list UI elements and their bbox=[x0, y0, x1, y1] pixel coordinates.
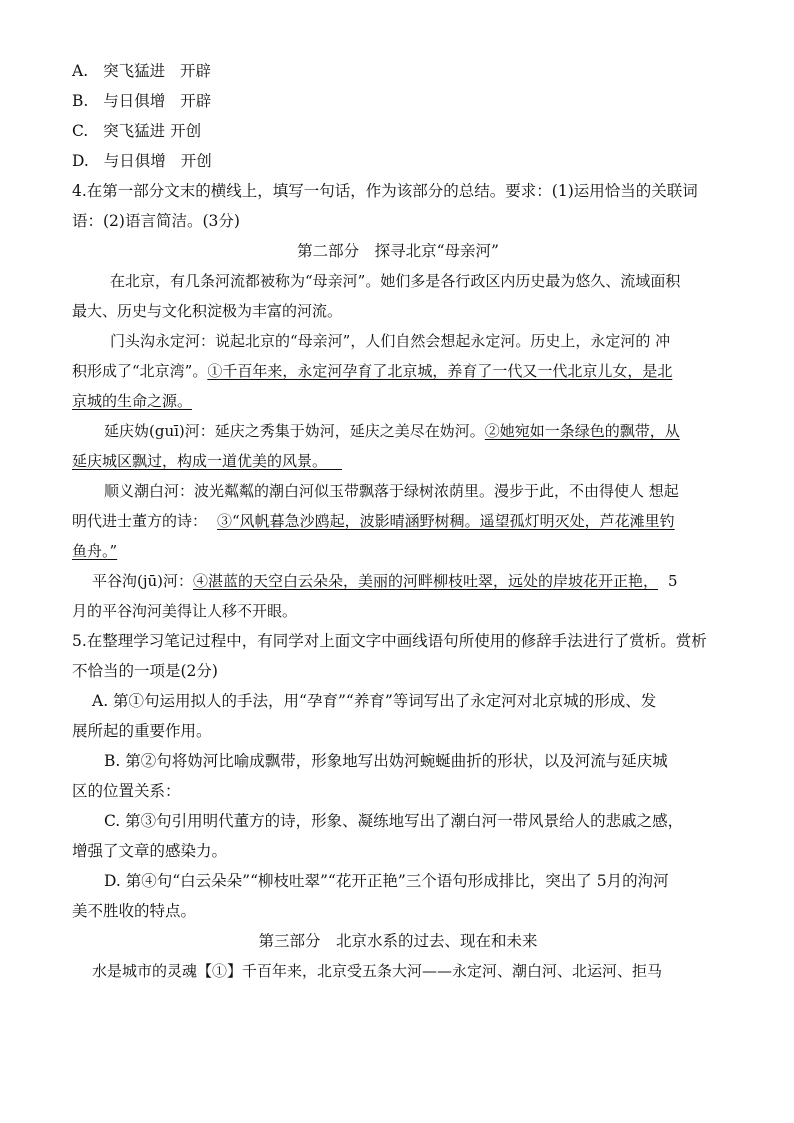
section-2-intro-line-1: 在北京，有几条河流都被称为“母亲河”。她们多是各行政区内历史最为悠久、流域面积 bbox=[110, 272, 681, 290]
juhe-paragraph-line-2: 月的平谷泃河美得让人移不开眼。 bbox=[72, 602, 298, 620]
question-5-option-c-line-1: C. 第③句引用明代董方的诗，形象、凝练地写出了潮白河一带风景给人的悲戚之感， bbox=[104, 812, 684, 830]
yongding-text: 积形成了“北京湾”。 bbox=[72, 362, 208, 380]
juhe-paragraph-line-1 bbox=[72, 566, 724, 596]
question-5-option-a-line-1: A. 第①句运用拟人的手法，用“孕育”“养育”等词写出了永定河对北京城的形成、发 bbox=[92, 692, 657, 710]
option-word: 开创 bbox=[170, 122, 202, 140]
section-3-paragraph-line-1: 水是城市的灵魂【①】千百年来，北京受五条大河——永定河、潮白河、北运河、拒马 bbox=[92, 962, 663, 980]
question-4-line-2: 语：(2)语言简洁。(3分) bbox=[72, 212, 240, 230]
question-5-option-b-line-2: 区的位置关系： bbox=[72, 782, 181, 800]
chaobai-paragraph-line-3 bbox=[72, 536, 724, 566]
underlined-sentence-2-end: 延庆城区飘过，构成一道优美的风景。 bbox=[72, 452, 328, 470]
option-word: 与日俱增 bbox=[103, 92, 166, 110]
underlined-sentence-4: ④湛蓝的天空白云朵朵，美丽的河畔柳枝吐翠，远处的岸坡花开正艳， bbox=[193, 572, 659, 590]
question-5-option-b-line-1: B. 第②句将妫河比喻成飘带，形象地写出妫河蜿蜒曲折的形状，以及河流与延庆城 bbox=[104, 752, 668, 770]
section-3-title: 第三部分 北京水系的过去、现在和未来 bbox=[258, 932, 538, 950]
question-5-option-c-line-2: 增强了文章的感染力。 bbox=[72, 842, 228, 860]
option-letter: B. bbox=[72, 92, 89, 110]
chaobai-paragraph-line-1: 顺义潮白河：波光粼粼的潮白河似玉带飘落于绿树浓荫里。漫步于此，不由得使人 想起 bbox=[104, 482, 679, 500]
yongding-paragraph-line-3 bbox=[72, 386, 724, 416]
underlined-sentence-1: ①千百年来，永定河孕育了北京城，养育了一代又一代北京儿女，是北 bbox=[207, 362, 673, 380]
yongding-paragraph-line-2 bbox=[72, 356, 724, 386]
option-word: 开辟 bbox=[180, 92, 212, 110]
underlined-sentence-3: ③“风帆暮急沙鸥起，波影晴涵野树稠。遥望孤灯明灭处，芦花滩里钓 bbox=[217, 512, 675, 530]
question-4-line-1: 4.在第一部分文末的横线上，填写一句话，作为该部分的总结。要求：(1)运用恰当的关联词 bbox=[72, 182, 698, 200]
option-word: 开创 bbox=[180, 152, 212, 170]
option-d bbox=[72, 146, 724, 176]
juhe-text: 5 bbox=[668, 572, 678, 590]
juhe-text: 平谷泃(jū)河： bbox=[92, 572, 194, 590]
guishui-paragraph-line-2 bbox=[72, 446, 724, 476]
underlined-sentence-1-end: 京城的生命之源。 bbox=[72, 392, 193, 410]
question-5-line-2: 不恰当的一项是(2分) bbox=[72, 662, 218, 680]
section-2-intro-line-2: 最大、历史与文化积淀极为丰富的河流。 bbox=[72, 302, 343, 320]
option-word: 开辟 bbox=[180, 62, 212, 80]
underlined-sentence-3-end: 鱼舟。” bbox=[72, 542, 118, 560]
option-word: 与日俱增 bbox=[103, 152, 166, 170]
option-a bbox=[72, 56, 724, 86]
underlined-sentence-2: ②她宛如一条绿色的飘带，从 bbox=[484, 422, 680, 440]
question-5-option-d-line-1: D. 第④句“白云朵朵”“柳枝吐翠”“花开正艳”三个语句形成排比，突出了 5月的泃河 bbox=[104, 872, 669, 890]
exam-page bbox=[72, 56, 724, 986]
option-word: 突飞猛进 bbox=[103, 62, 166, 80]
option-letter: C. bbox=[72, 122, 89, 140]
question-5-option-d-line-2: 美不胜收的特点。 bbox=[72, 902, 197, 920]
guishui-paragraph-line-1 bbox=[72, 416, 724, 446]
option-c bbox=[72, 116, 724, 146]
chaobai-text: 明代进士董方的诗： bbox=[72, 512, 208, 530]
option-b bbox=[72, 86, 724, 116]
chaobai-paragraph-line-2 bbox=[72, 506, 724, 536]
guishui-text: 延庆妫(guī)河：延庆之秀集于妫河，延庆之美尽在妫河。 bbox=[104, 422, 485, 440]
option-letter: D. bbox=[72, 152, 89, 170]
option-letter: A. bbox=[72, 62, 89, 80]
question-5-line-1: 5.在整理学习笔记过程中，有同学对上面文字中画线语句所使用的修辞手法进行了赏析。赏析 bbox=[72, 632, 707, 650]
question-5-option-a-line-2: 展所起的重要作用。 bbox=[72, 722, 212, 740]
option-word: 突飞猛进 bbox=[103, 122, 166, 140]
section-2-title: 第二部分 探寻北京“母亲河” bbox=[297, 242, 499, 260]
yongding-paragraph-line-1: 门头沟永定河：说起北京的“母亲河”，人们自然会想起永定河。历史上，永定河的 冲 bbox=[110, 332, 671, 350]
